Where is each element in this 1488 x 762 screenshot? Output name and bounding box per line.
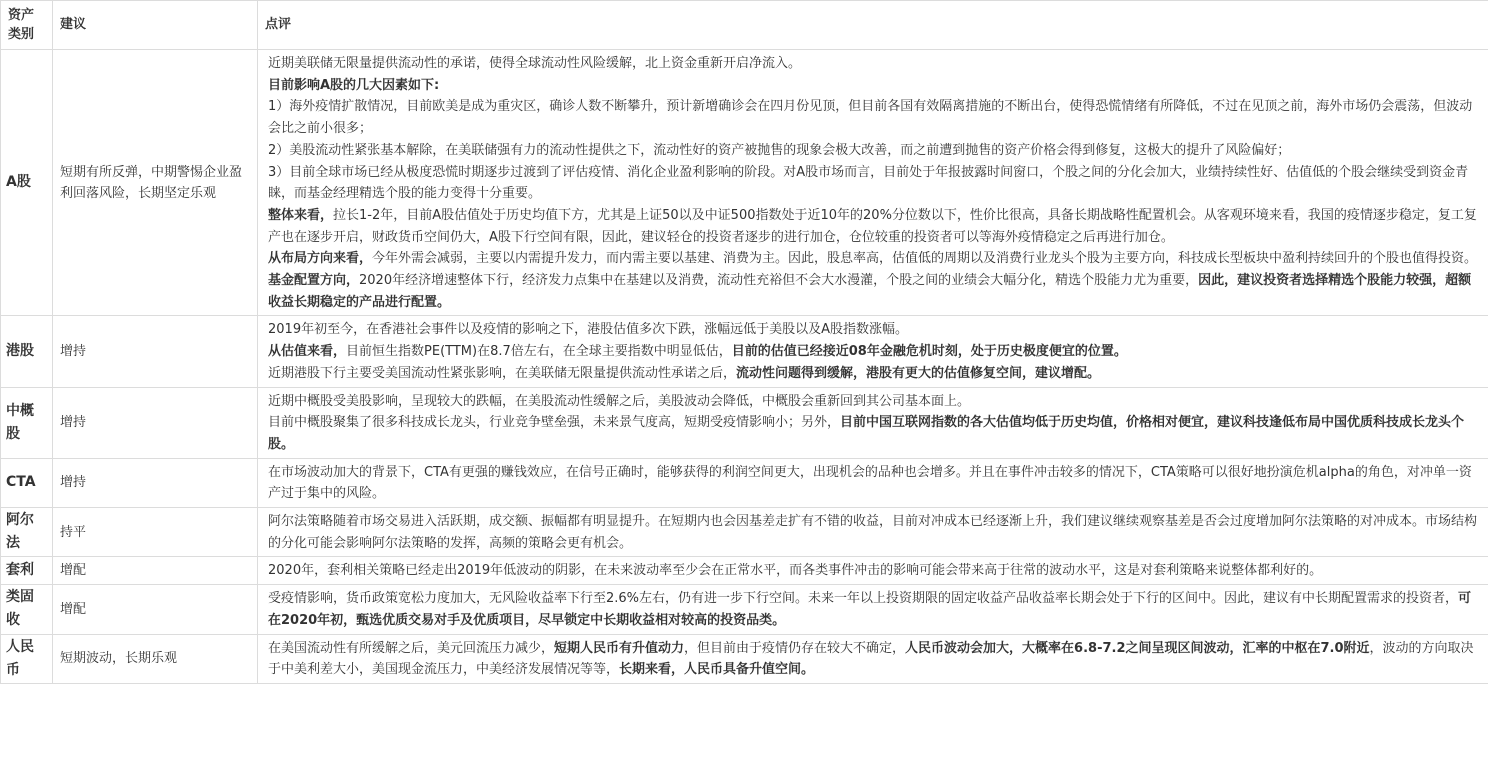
recommendation-cell: 增配	[53, 585, 258, 634]
asset-category-cell: A股	[1, 50, 53, 316]
comment-text: 3）目前全球市场已经从极度恐慌时期逐步过渡到了评估疫情、消化企业盈利影响的阶段。对A股市场而言，目前处于年报披露时间窗口，个股之间的分化会加大，业绩持续性好、估值低的个股会继续受到资金青睐，而基金经理精选个股的能力变得十分重要。	[268, 164, 1469, 202]
comment-cell	[258, 557, 1488, 585]
comment-paragraph	[268, 391, 1478, 413]
comment-paragraph	[268, 341, 1478, 363]
comment-paragraph	[268, 363, 1478, 385]
comment-text: 受疫情影响，货币政策宽松力度加大，无风险收益率下行至2.6%左右，仍有进一步下行空间。未来一年以上投资期限的固定收益产品收益率长期会处于下行的区间中。因此，建议有中长期配置需求的投资者，	[268, 591, 1459, 607]
comment-paragraph	[268, 75, 1478, 97]
comment-text-bold: 目前中国互联网指数的各大估值均低于历史均值，价格相对便宜，建议科技逢低布局中国优质科技成长龙头个股。	[268, 415, 1465, 452]
table-row	[1, 50, 1488, 316]
comment-text: 2020年，套利相关策略已经走出2019年低波动的阴影，在未来波动率至少会在正常水平，而各类事件冲击的影响可能会带来高于往常的波动水平，这是对套利策略来说整体都利好的。	[268, 563, 1323, 579]
comment-text-bold: 可在2020年初，甄选优质交易对手及优质项目，尽早锁定中长期收益相对较高的投资品类。	[268, 591, 1472, 628]
comment-paragraph	[268, 462, 1478, 505]
table-row	[1, 585, 1488, 634]
comment-text: 在美国流动性有所缓解之后，美元回流压力减少，	[268, 640, 555, 656]
recommendation-cell: 增持	[53, 316, 258, 387]
asset-category-cell: 中概股	[1, 387, 53, 458]
comment-cell	[258, 458, 1488, 507]
table-row	[1, 508, 1488, 557]
comment-text: 近期中概股受美股影响，呈现较大的跌幅，在美股流动性缓解之后，美股波动会降低，中概股会重新回到其公司基本面上。	[268, 393, 971, 409]
header-asset-class: 资产类别	[1, 1, 53, 50]
asset-category-cell: CTA	[1, 458, 53, 507]
comment-text-bold: 基金配置方向，	[268, 273, 360, 289]
recommendation-cell: 增配	[53, 557, 258, 585]
comment-cell	[258, 634, 1488, 683]
comment-text: 今年外需会减弱，主要以内需提升发力，而内需主要以基建、消费为主。因此，股息率高，估值低的周期以及消费行业龙头个股为主要方向，科技成长型板块中盈利持续回升的个股也值得投资。	[372, 251, 1478, 267]
comment-paragraph	[268, 638, 1478, 681]
asset-category-cell: 类固收	[1, 585, 53, 634]
comment-text: 近期美联储无限量提供流动性的承诺，使得全球流动性风险缓解，北上资金重新开启净流入。	[268, 56, 802, 71]
comment-paragraph	[268, 205, 1478, 248]
comment-paragraph	[268, 270, 1478, 313]
comment-text: 2）美股流动性紧张基本解除，在美联储强有力的流动性提供之下，流动性好的资产被抛售的现象会极大改善，而之前遭到抛售的资产价格会得到修复，这极大的提升了风险偏好；	[268, 142, 1291, 158]
table-row	[1, 316, 1488, 387]
table-row	[1, 387, 1488, 458]
comment-text: 拉长1-2年，目前A股估值处于历史均值下方，尤其是上证50以及中证500指数处于近10年的20%分位数以下，性价比很高，具备长期战略性配置机会。从客观环境来看，我国的疫情逐步稳定，复工复产也在逐步开启，财政货币空间仍大，A股下行空间有限，因此，建议轻仓的投资者逐步的进行加仓，仓位较重的投资者可以等海外疫情稳定之后再进行加仓。	[268, 207, 1477, 245]
comment-text: ，波动的方向取决于中美利差大小，美国现金流压力，中美经济发展情况等等，	[268, 640, 1474, 678]
recommendation-cell: 增持	[53, 387, 258, 458]
comment-cell	[258, 387, 1488, 458]
comment-paragraph	[268, 53, 1478, 75]
comment-text-bold: 从估值来看，	[268, 344, 347, 360]
comment-cell	[258, 585, 1488, 634]
comment-cell	[258, 508, 1488, 557]
table-row	[1, 458, 1488, 507]
comment-paragraph	[268, 412, 1478, 455]
comment-text-bold: 目前的估值已经接近08年金融危机时刻，处于历史极度便宜的位置。	[731, 344, 1127, 360]
asset-category-cell: 阿尔法	[1, 508, 53, 557]
comment-text-bold: 流动性问题得到缓解，港股有更大的估值修复空间，建议增配。	[736, 365, 1101, 381]
comment-paragraph	[268, 560, 1478, 582]
comment-paragraph	[268, 319, 1478, 341]
table-row	[1, 557, 1488, 585]
recommendation-cell: 持平	[53, 508, 258, 557]
comment-text-bold: 长期来看，人民币具备升值空间。	[619, 662, 815, 678]
comment-cell	[258, 50, 1488, 316]
comment-text-bold: 人民币波动会加大，大概率在6.8-7.2之间呈现区间波动，汇率的中枢在7.0附近	[905, 640, 1370, 656]
comment-paragraph	[268, 140, 1478, 162]
comment-text: 在市场波动加大的背景下，CTA有更强的赚钱效应，在信号正确时，能够获得的利润空间更大，出现机会的品种也会增多。并且在事件冲击较多的情况下，CTA策略可以很好地扮演危机alpha的角色，对冲单一资产过于集中的风险。	[268, 464, 1472, 502]
comment-paragraph	[268, 96, 1478, 139]
comment-text-bold: 目前影响A股的几大因素如下:	[268, 77, 440, 93]
recommendation-cell: 短期有所反弹，中期警惕企业盈利回落风险，长期坚定乐观	[53, 50, 258, 316]
asset-category-cell: 港股	[1, 316, 53, 387]
comment-text-bold: 因此，建议投资者选择精选个股能力较强，超额收益长期稳定的产品进行配置。	[268, 273, 1472, 310]
comment-cell	[258, 316, 1488, 387]
comment-text-bold: 短期人民币有升值动力	[554, 640, 685, 656]
comment-paragraph	[268, 162, 1478, 205]
table-row	[1, 634, 1488, 683]
comment-text: 1）海外疫情扩散情况，目前欧美是成为重灾区，确诊人数不断攀升，预计新增确诊会在四月份见顶，但目前各国有效隔离措施的不断出台，使得恐慌情绪有所降低，不过在见顶之前，海外市场仍会震荡，但波动会比之前小很多；	[268, 99, 1473, 137]
comment-text: 2020年经济增速整体下行，经济发力点集中在基建以及消费，流动性充裕但不会大水漫灌，个股之间的业绩会大幅分化，精选个股能力尤为重要，	[359, 273, 1199, 289]
comment-text: 近期港股下行主要受美国流动性紧张影响，在美联储无限量提供流动性承诺之后，	[268, 365, 737, 381]
table-header-row	[1, 1, 1488, 50]
header-recommendation: 建议	[53, 1, 258, 50]
recommendation-cell: 短期波动，长期乐观	[53, 634, 258, 683]
comment-text-bold: 从布局方向来看，	[268, 251, 373, 267]
comment-paragraph	[268, 511, 1478, 554]
comment-paragraph	[268, 588, 1478, 631]
comment-text: 目前中概股聚集了很多科技成长龙头，行业竞争壁垒强，未来景气度高，短期受疫情影响小；另外，	[268, 415, 841, 431]
comment-text-bold: 整体来看，	[268, 207, 334, 223]
asset-category-cell: 人民币	[1, 634, 53, 683]
header-comment: 点评	[258, 1, 1488, 50]
recommendation-cell: 增持	[53, 458, 258, 507]
comment-text: ，但目前由于疫情仍存在较大不确定，	[684, 640, 906, 656]
comment-text: 目前恒生指数PE(TTM)在8.7倍左右，在全球主要指数中明显低估，	[346, 344, 732, 360]
comment-text: 2019年初至今，在香港社会事件以及疫情的影响之下，港股估值多次下跌，涨幅远低于美股以及A股指数涨幅。	[268, 322, 908, 338]
asset-category-cell: 套利	[1, 557, 53, 585]
comment-text: 阿尔法策略随着市场交易进入活跃期，成交额、振幅都有明显提升。在短期内也会因基差走扩有不错的收益，目前对冲成本已经逐渐上升，我们建议继续观察基差是否会过度增加阿尔法策略的对冲成本。市场结构的分化可能会影响阿尔法策略的发挥，高频的策略会更有机会。	[268, 514, 1478, 551]
comment-paragraph	[268, 248, 1478, 270]
